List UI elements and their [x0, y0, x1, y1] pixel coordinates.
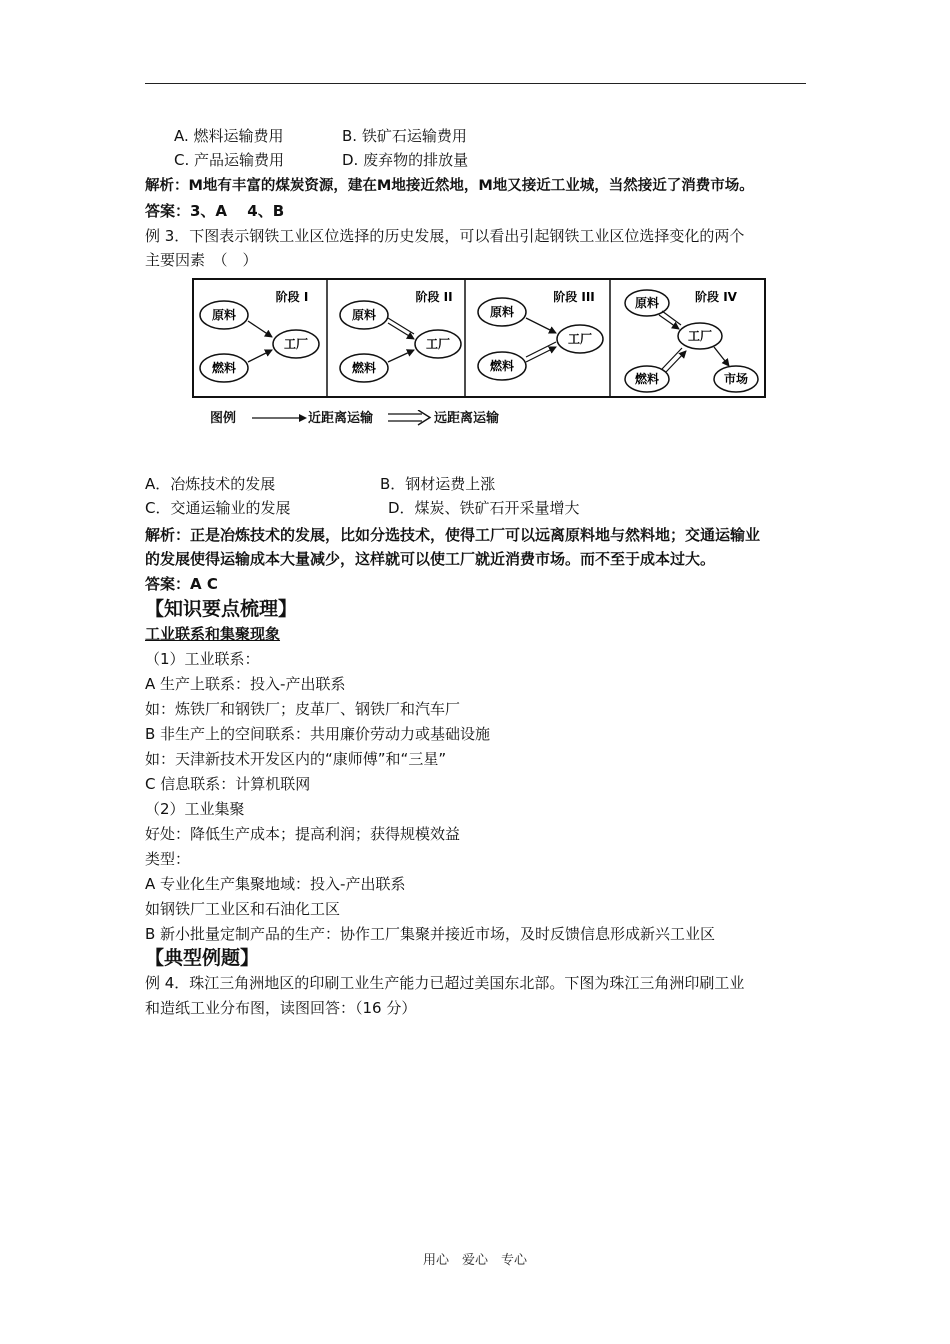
stage-2-raw-label: 原料	[351, 308, 377, 322]
knowledge-line: 如：天津新技术开发区内的“康师傅”和“三星”	[145, 750, 447, 768]
legend-long-label: 远距离运输	[434, 411, 500, 426]
stage-1-fuel-label: 燃料	[211, 361, 237, 375]
stage-1-arrow-fuel	[248, 350, 272, 362]
analysis-2-line2: 的发展使得运输成本大量减少，这样就可以使工厂就近消费市场。而不至于成本过大。	[145, 550, 716, 568]
example-4-line2: 和造纸工业分布图，读图回答：（16 分）	[145, 999, 417, 1017]
example-4-line1: 例 4．珠江三角洲地区的印刷工业生产能力已超过美国东北部。下图为珠江三角洲印刷工业	[145, 974, 745, 992]
analysis-2-line1: 解析：正是冶炼技术的发展，比如分选技术，使得工厂可以远离原料地与然料地；交通运输业	[145, 526, 761, 544]
page-footer: 用心 爱心 专心	[422, 1253, 527, 1268]
option-ex3-d: D．煤炭、铁矿石开采量增大	[388, 499, 580, 517]
stage-3	[478, 289, 603, 380]
option-3d: D. 废弃物的排放量	[342, 151, 469, 169]
legend-short-label: 近距离运输	[308, 411, 374, 426]
answer-2: 答案：A C	[145, 575, 218, 593]
stage-4-factory-label: 工厂	[687, 329, 713, 343]
legend-long-arrow-icon	[386, 410, 432, 426]
analysis-1: 解析：M地有丰富的煤炭资源，建在M地接近然地，M地又接近工业城，当然接近了消费市场。	[145, 178, 754, 194]
stage-3-fuel-label: 燃料	[489, 359, 515, 373]
stage-1-arrow-raw	[248, 321, 272, 337]
subtitle-industrial-linkage: 工业联系和集聚现象	[145, 625, 281, 643]
stage-1	[200, 289, 319, 382]
knowledge-line: （2）工业集聚	[145, 800, 245, 818]
stage-2	[340, 289, 461, 382]
example-3-line2: 主要因素 （ ）	[145, 251, 258, 269]
answer-1: 答案：3、A 4、B	[145, 202, 285, 220]
legend-label: 图例	[210, 411, 237, 426]
stage-1-raw-label: 原料	[211, 308, 237, 322]
stage-4-arrow-market	[714, 347, 729, 366]
knowledge-line: 如钢铁厂工业区和石油化工区	[145, 900, 341, 918]
stage-3-arrow-raw	[526, 318, 556, 333]
section-examples-heading: 【典型例题】	[145, 947, 260, 969]
section-knowledge-heading: 【知识要点梳理】	[145, 598, 298, 620]
stage-4	[625, 289, 758, 392]
stage-4-fuel-label: 燃料	[634, 372, 660, 386]
stage-3-raw-label: 原料	[489, 305, 515, 319]
legend-short-arrow-icon	[250, 412, 308, 424]
stage-1-title: 阶段 I	[275, 290, 309, 304]
option-ex3-b: B．钢材运费上涨	[380, 475, 496, 493]
option-ex3-c: C．交通运输业的发展	[145, 499, 291, 517]
stage-2-fuel-label: 燃料	[351, 361, 377, 375]
option-3c: C. 产品运输费用	[174, 151, 285, 169]
knowledge-line: 类型：	[145, 850, 191, 868]
knowledge-line: （1）工业联系：	[145, 650, 260, 668]
stage-4-raw-label: 原料	[634, 296, 660, 310]
diagram-legend	[210, 404, 520, 430]
knowledge-line: C 信息联系：计算机联网	[145, 775, 311, 793]
stage-2-arrow-fuel	[388, 350, 414, 362]
option-3a: A. 燃料运输费用	[174, 127, 284, 145]
stage-1-factory-label: 工厂	[283, 337, 309, 351]
option-ex3-a: A．冶炼技术的发展	[145, 475, 276, 493]
stage-3-factory-label: 工厂	[567, 332, 593, 346]
stage-4-arrow-raw-a	[662, 311, 681, 325]
knowledge-line: 如：炼铁厂和钢铁厂；皮革厂、钢铁厂和汽车厂	[145, 700, 461, 718]
stage-2-factory-label: 工厂	[425, 337, 451, 351]
knowledge-line: 好处：降低生产成本；提高利润；获得规模效益	[145, 825, 461, 843]
stage-4-market-label: 市场	[723, 372, 749, 386]
example-3-line1: 例 3．下图表示钢铁工业区位选择的历史发展，可以看出引起钢铁工业区位选择变化的两个	[145, 227, 745, 245]
knowledge-line: A 专业化生产集聚地域：投入-产出联系	[145, 875, 406, 893]
stage-4-title: 阶段 IV	[695, 290, 737, 304]
stage-2-title: 阶段 II	[415, 290, 453, 304]
knowledge-line: B 新小批量定制产品的生产：协作工厂集聚并接近市场，及时反馈信息形成新兴工业区	[145, 925, 716, 943]
knowledge-line: B 非生产上的空间联系：共用廉价劳动力或基础设施	[145, 725, 491, 743]
knowledge-line: A 生产上联系：投入-产出联系	[145, 675, 346, 693]
header-rule	[145, 83, 806, 84]
steel-industry-location-diagram	[192, 278, 766, 398]
option-3b: B. 铁矿石运输费用	[342, 127, 467, 145]
stage-3-title: 阶段 III	[553, 290, 595, 304]
